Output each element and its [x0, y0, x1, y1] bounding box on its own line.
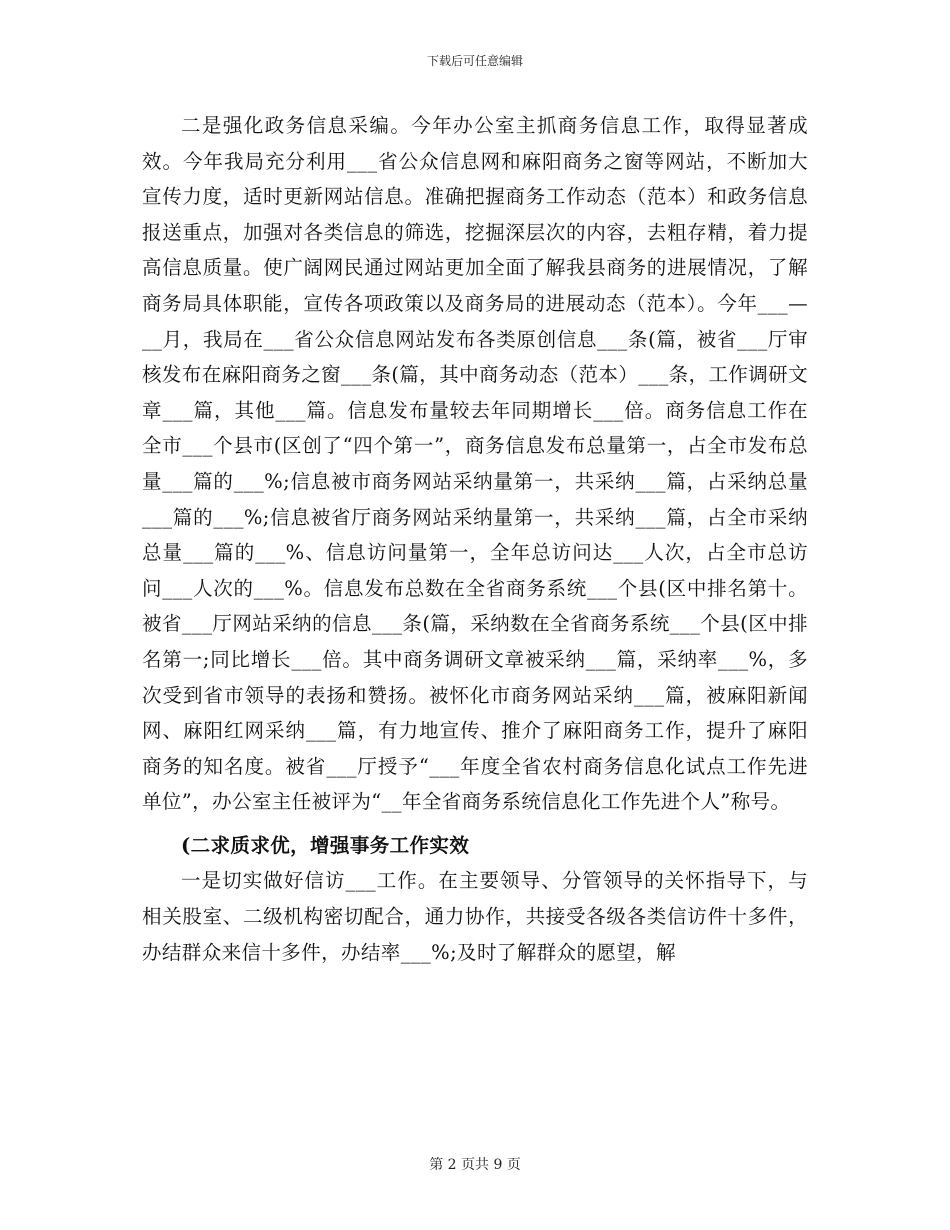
- page-footer: 第 2 页共 9 页: [429, 1157, 521, 1173]
- document-body: [142, 108, 808, 970]
- paragraph-information-editing: 二是强化政务信息采编。今年办公室主抓商务信息工作，取得显著成效。今年我局充分利用___省公众信息网和麻阳商务之窗等网站，不断加大宣传力度，适时更新网站信息。准确把握商务工作动态（范本）和政务信息报送重点，加强对各类信息的筛选，挖掘深层次的内容，去粗存精，着力提高信息质量。使广阔网民通过网站更加全面了解我县商务的进展情况，了解商务局具体职能，宣传各项政策以及商务局的进展动态（范本）。今年___—__月，我局在___省公众信息网站发布各类原创信息___条(篇，被省___厅审核发布在麻阳商务之窗___条(篇，其中商务动态（范本）___条，工作调研文章___篇，其他___篇。信息发布量较去年同期增长___倍。商务信息工作在全市___个县市(区创了“四个第一”，商务信息发布总量第一，占全市发布总量___篇的___%;信息被市商务网站采纳量第一，共采纳___篇，占采纳总量___篇的___%;信息被省厅商务网站采纳量第一，共采纳___篇，占全市采纳总量___篇的___%、信息访问量第一，全年总访问达___人次，占全市总访问___人次的___%。信息发布总数在全省商务系统___个县(区中排名第十。被省___厅网站采纳的信息___条(篇，采纳数在全省商务系统___个县(区中排名第一;同比增长___倍。其中商务调研文章被采纳___篇，采纳率___%，多次受到省市领导的表扬和赞扬。被怀化市商务网站采纳___篇，被麻阳新闻网、麻阳红网采纳___篇，有力地宣传、推介了麻阳商务工作，提升了麻阳商务的知名度。被省___厅授予“___年度全省农村商务信息化试点工作先进单位”，办公室主任被评为“__年全省商务系统信息化工作先进个人”称号。: [142, 114, 808, 814]
- paragraph-petition-work: 一是切实做好信访___工作。在主要领导、分管领导的关怀指导下，与相关股室、二级机构密切配合，通力协作，共接受各级各类信访件十多件，办结群众来信十多件，办结率___%;及时了解群众的愿望，解: [142, 869, 808, 964]
- page-header: 下载后可任意编辑: [426, 54, 523, 68]
- section-subheading: (二求质求优，增强事务工作实效: [181, 833, 470, 857]
